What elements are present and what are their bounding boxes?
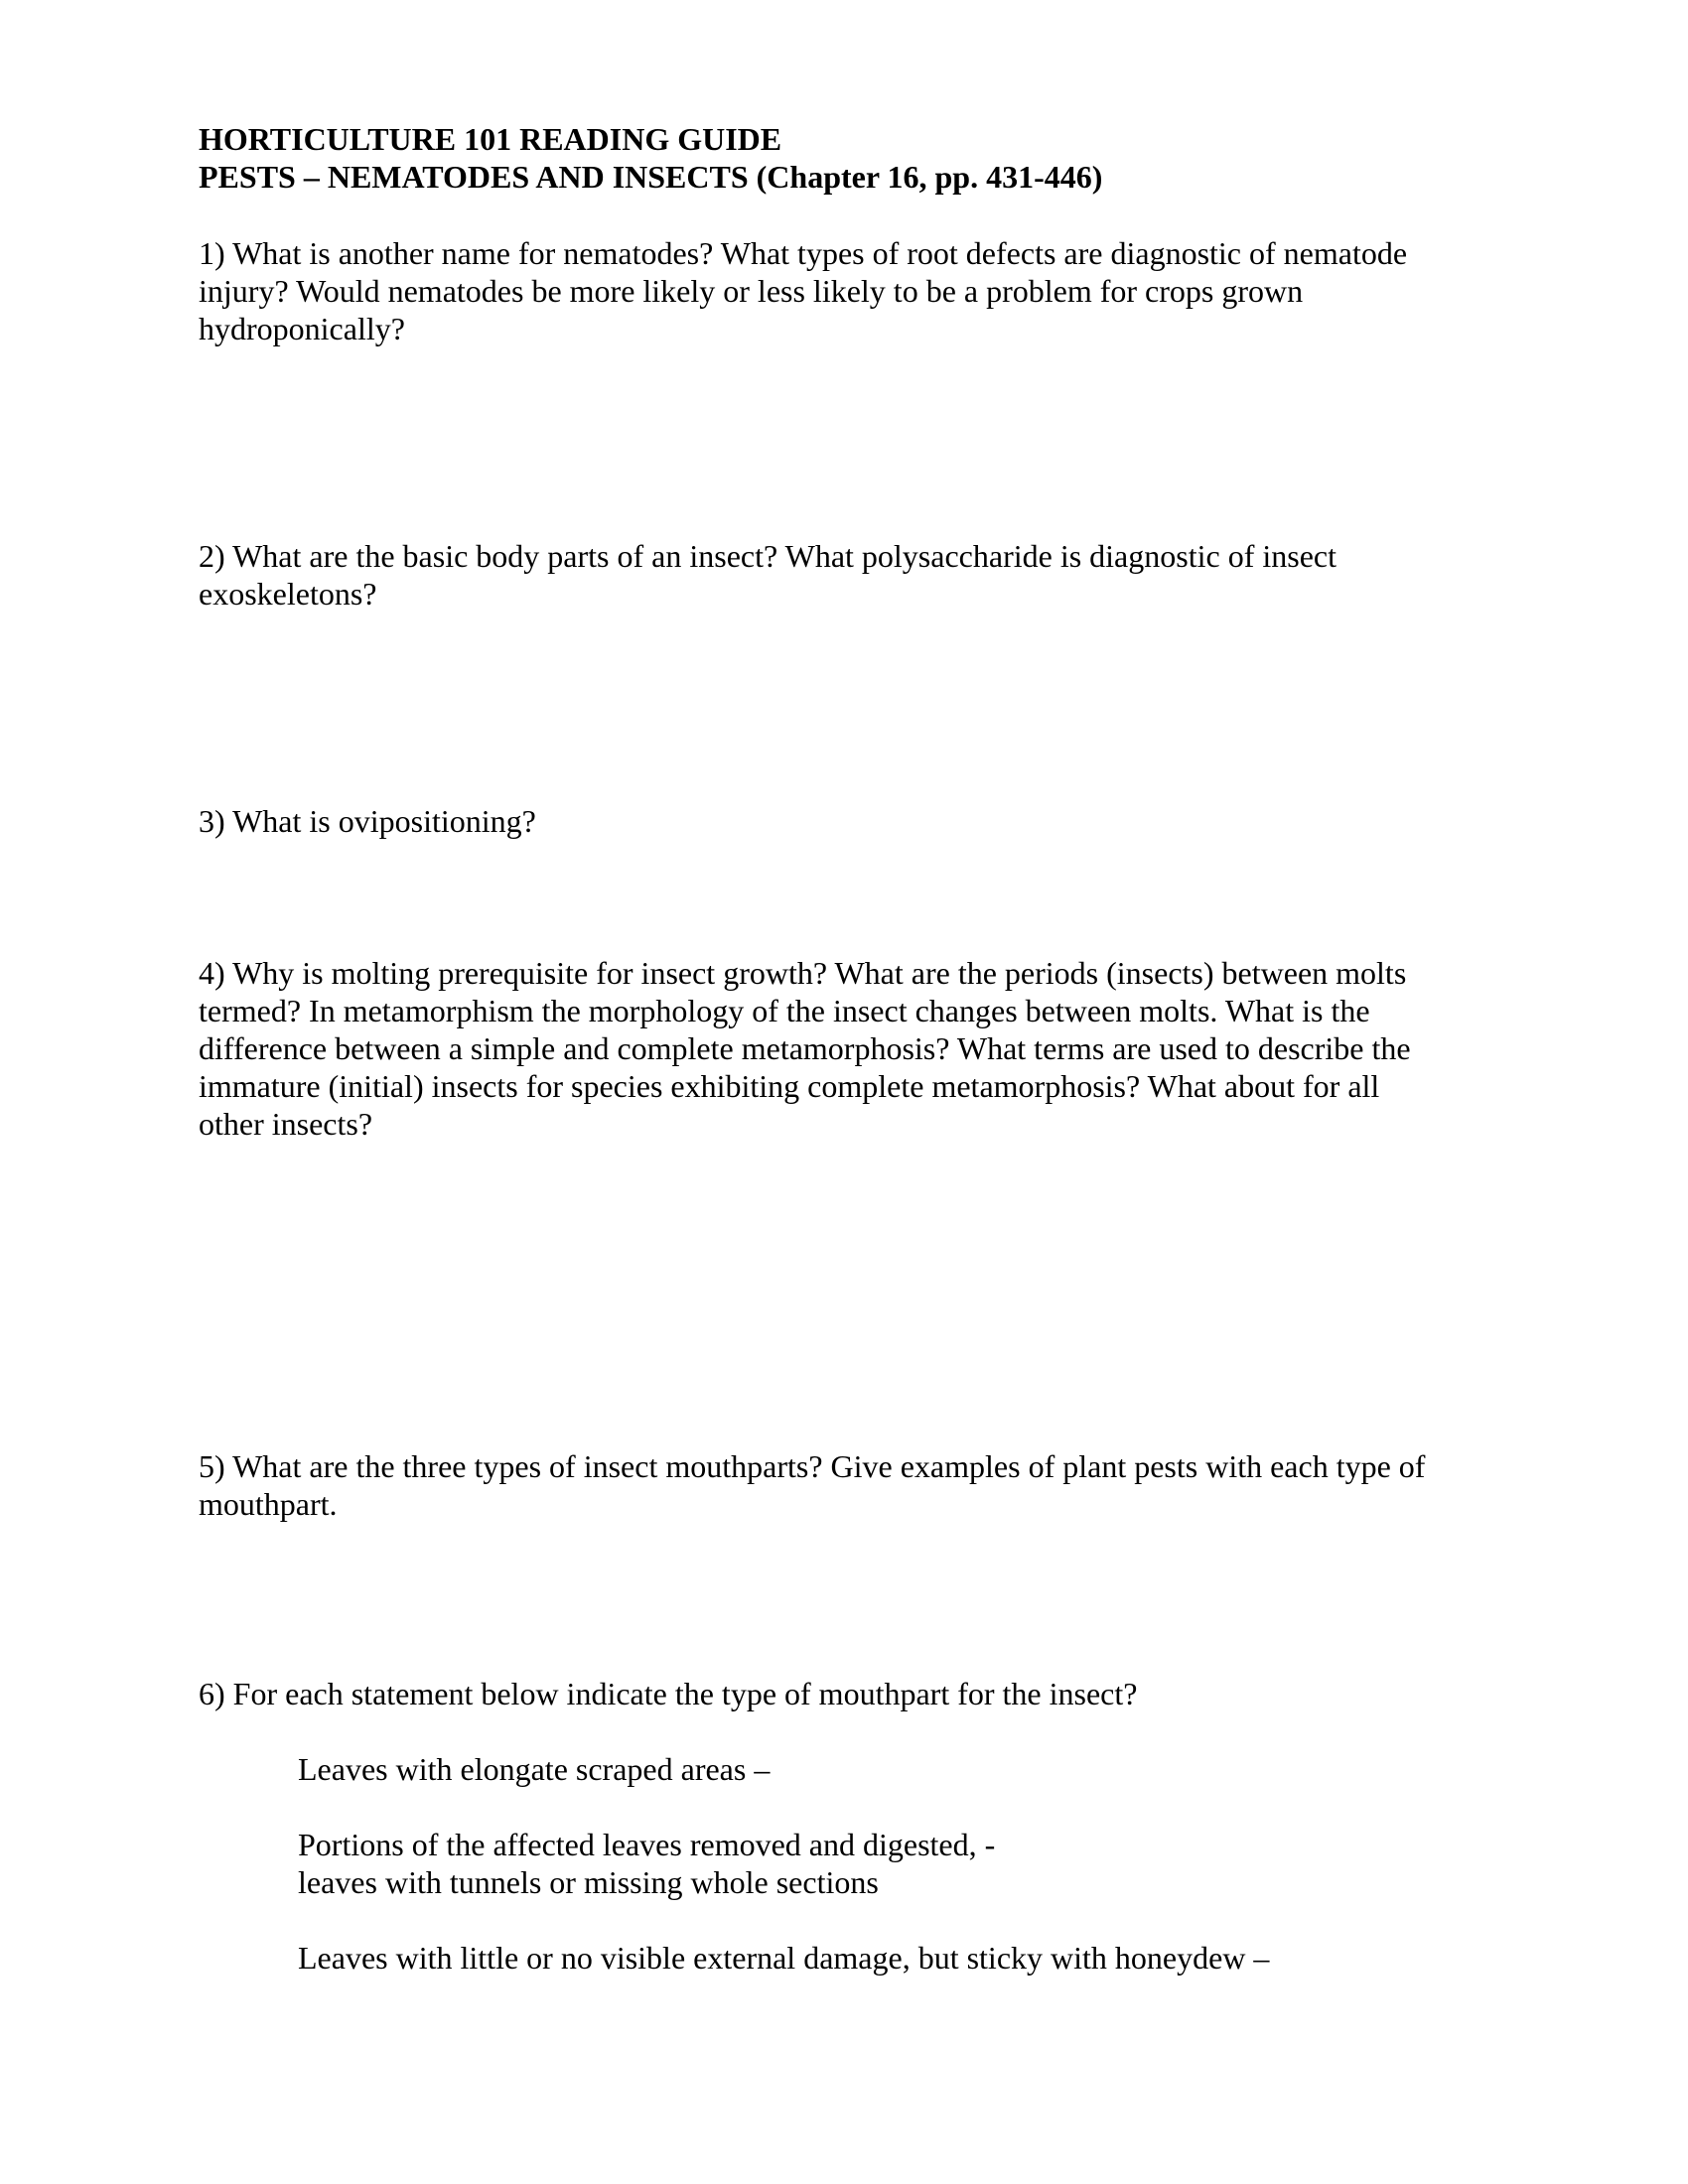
question-1-line-3: hydroponically? [199, 311, 405, 346]
statement-scraped-leaves: Leaves with elongate scraped areas – [298, 1751, 771, 1787]
question-4-line-2: termed? In metamorphism the morphology of the insect changes between molts. What is the [199, 993, 1370, 1028]
question-1-line-2: injury? Would nematodes be more likely or less likely to be a problem for crops grown [199, 273, 1304, 309]
question-4-line-1: 4) Why is molting prerequisite for insect growth? What are the periods (insects) between molts [199, 955, 1407, 991]
statement-leaves-removed: Portions of the affected leaves removed and digested, - [298, 1827, 996, 1862]
question-6-line-1: 6) For each statement below indicate the type of mouthpart for the insect? [199, 1676, 1138, 1711]
question-2-line-2: exoskeletons? [199, 576, 377, 612]
question-5-line-1: 5) What are the three types of insect mouthparts? Give examples of plant pests with each type of [199, 1448, 1426, 1484]
question-4-line-4: immature (initial) insects for species exhibiting complete metamorphosis? What about for all [199, 1068, 1380, 1104]
document-subtitle: PESTS – NEMATODES AND INSECTS (Chapter 16, pp. 431-446) [199, 159, 1103, 195]
document-title: HORTICULTURE 101 READING GUIDE [199, 121, 782, 157]
statement-honeydew: Leaves with little or no visible external damage, but sticky with honeydew – [298, 1940, 1270, 1976]
question-4-line-5: other insects? [199, 1106, 373, 1142]
question-5-line-2: mouthpart. [199, 1486, 338, 1522]
question-1-line-1: 1) What is another name for nematodes? What types of root defects are diagnostic of nematode [199, 235, 1408, 271]
statement-leaves-tunnels: leaves with tunnels or missing whole sections [298, 1864, 879, 1900]
question-2-line-1: 2) What are the basic body parts of an insect? What polysaccharide is diagnostic of insect [199, 538, 1336, 574]
question-3-line-1: 3) What is ovipositioning? [199, 803, 536, 839]
question-4-line-3: difference between a simple and complete metamorphosis? What terms are used to describe the [199, 1030, 1411, 1066]
